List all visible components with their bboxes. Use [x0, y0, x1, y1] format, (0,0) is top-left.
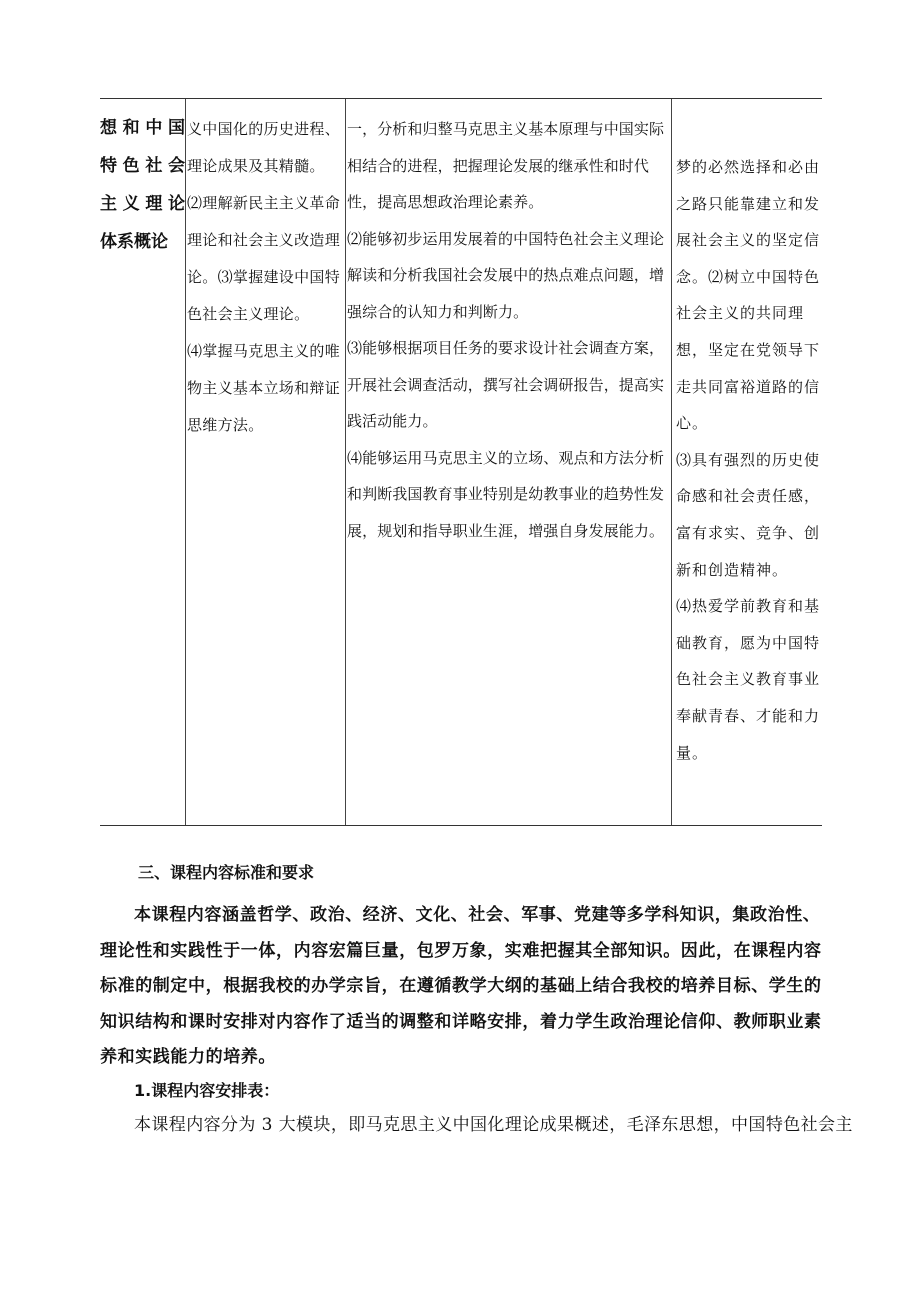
course-name-char: 概	[134, 232, 151, 252]
ability-goal-item: 一，分析和归整马克思主义基本原理与中国实际相结合的进程，把握理论发展的继承性和时代性，提高思想政治理论素养。	[347, 120, 665, 211]
course-name-char: 色	[122, 156, 140, 176]
course-name-char: 体	[100, 232, 117, 252]
course-name-char: 想	[100, 118, 117, 138]
quality-goal-item: 梦的必然选择和必由之路只能靠建立和发展社会主义的坚定信念。⑵树立中国特色社会主义的共同理想，坚定在党领导下走共同富裕道路的信心。	[676, 158, 821, 433]
course-name-char: 社	[145, 156, 163, 176]
knowledge-goals-cell	[187, 99, 345, 825]
quality-goals-cell	[672, 99, 822, 825]
knowledge-goal-item: ⑵理解新民主主义革命理论和社会主义改造理论。⑶掌握建设中国特色社会主义理论。	[187, 194, 341, 323]
course-name-line	[100, 109, 185, 147]
course-name-line	[100, 223, 185, 261]
ability-goal-item: ⑵能够初步运用发展着的中国特色社会主义理论解读和分析我国社会发展中的热点难点问题，增强综合的认知力和判断力。	[347, 229, 665, 321]
table-column-divider	[185, 99, 186, 825]
ability-goal-item: ⑷能够运用马克思主义的立场、观点和方法分析和判断我国教育事业特别是幼教事业的趋势性发展，规划和指导职业生涯，增强自身发展能力。	[347, 448, 665, 540]
course-name-char: 义	[122, 194, 140, 214]
course-name-cell	[100, 99, 185, 825]
ability-goals-cell	[345, 99, 671, 825]
subsection-paragraph: 本课程内容分为 3 大模块，即马克思主义中国化理论成果概述，毛泽东思想，中国特色社会主	[134, 1115, 853, 1135]
course-name-char: 理	[145, 194, 163, 214]
section-paragraph: 本课程内容涵盖哲学、政治、经济、文化、社会、军事、党建等多学科知识，集政治性、理论性和实践性于一体，内容宏篇巨量，包罗万象，实难把握其全部知识。因此，在课程内容标准的制定中，根据我校的办学宗旨，在遵循教学大纲的基础上结合我校的培养目标、学生的知识结构和课时安排对内容作了适当的调整和详略安排，着力学生政治理论信仰、教师职业素养和实践能力的培养。	[100, 905, 822, 1067]
course-name-line	[100, 185, 185, 223]
knowledge-goal-item: 义中国化的历史进程、理论成果及其精髓。	[187, 120, 341, 175]
course-name-char: 主	[100, 194, 117, 214]
course-name-char: 中	[145, 118, 163, 138]
course-name-char: 论	[151, 232, 168, 252]
course-name-char: 论	[167, 194, 185, 214]
course-name-char: 和	[122, 118, 140, 138]
course-name-char: 会	[167, 156, 185, 176]
subsection-heading: 1.课程内容安排表：	[134, 1081, 280, 1100]
course-name-line	[100, 147, 185, 185]
course-name-char: 系	[117, 232, 134, 252]
course-name-char: 国	[167, 118, 185, 138]
course-name-char: 特	[100, 156, 117, 176]
section-heading: 三、课程内容标准和要求	[138, 863, 315, 882]
course-objectives-table	[100, 98, 822, 826]
quality-goal-item: ⑶具有强烈的历史使命感和社会责任感，富有求实、竞争、创新和创造精神。	[676, 450, 821, 579]
ability-goal-item: ⑶能够根据项目任务的要求设计社会调查方案，开展社会调查活动，撰写社会调研报告，提高实践活动能力。	[347, 339, 665, 430]
quality-goal-item: ⑷热爱学前教育和基础教育，愿为中国特色社会主义教育事业奉献青春、才能和力量。	[676, 597, 821, 762]
knowledge-goal-item: ⑷掌握马克思主义的唯物主义基本立场和辩证思维方法。	[187, 342, 341, 434]
